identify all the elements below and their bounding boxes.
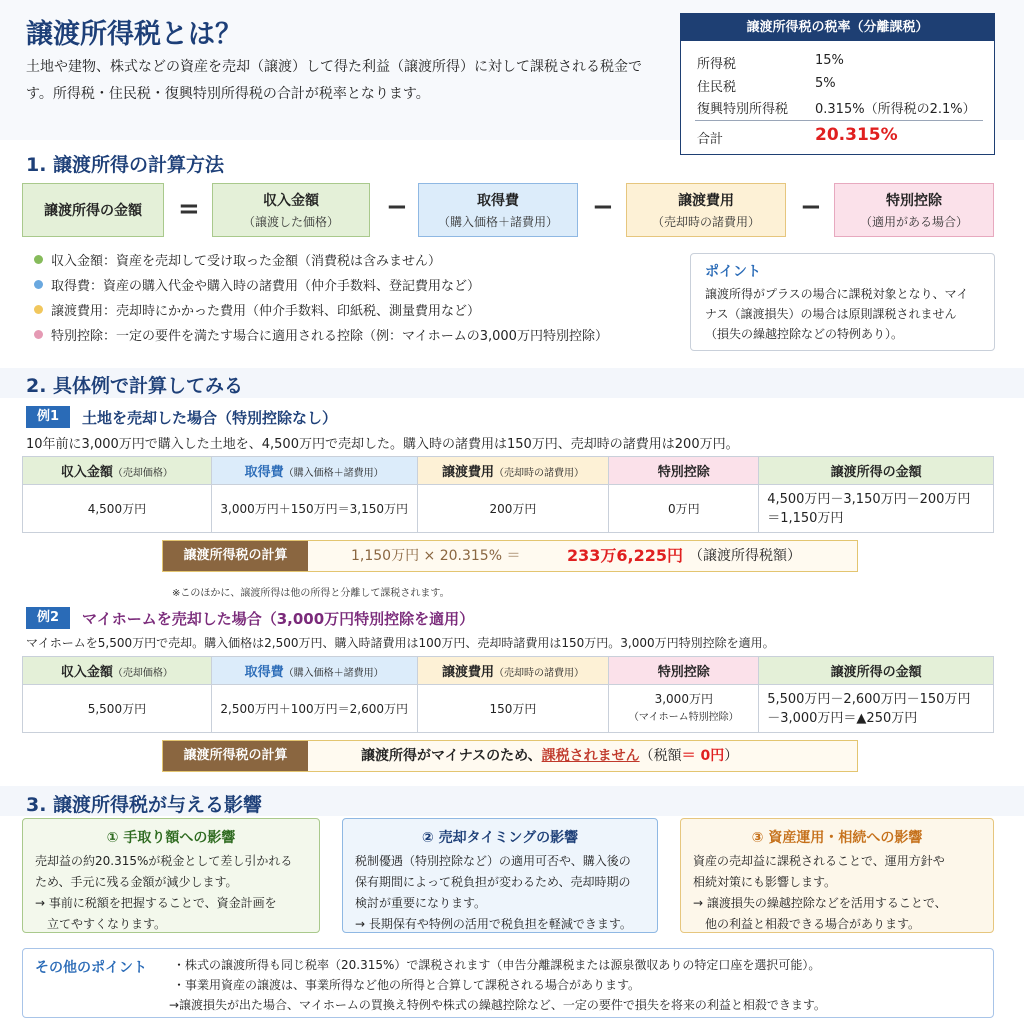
calc-result: 233万6,225円	[567, 546, 684, 565]
impact-card-title: ① 手取り額への影響	[106, 830, 236, 846]
cell-capital-gain: 4,500万円－3,150万円－200万円 ＝1,150万円	[759, 485, 994, 533]
section2-heading: 2. 具体例で計算してみる	[26, 375, 244, 397]
page-intro: 土地や建物、株式などの資産を売却（譲渡）して得た利益（譲渡所得）に対して課税される税金です。所得税・住民税・復興特別所得税の合計が税率となります。	[26, 59, 642, 102]
bullet-text: 取得費：資産の購入代金や購入時の諸費用（仲介手数料、登記費用など）	[51, 279, 481, 294]
cell-acquisition: 2,500万円＋100万円＝2,600万円	[211, 685, 417, 733]
col-header-acquisition: 取得費（購入価格＋諸費用）	[211, 457, 417, 485]
tax-rate-box	[680, 13, 995, 155]
rate-divider	[695, 120, 983, 121]
col-header-acquisition: 取得費（購入価格＋諸費用）	[211, 657, 417, 685]
rate-value: 5%	[815, 76, 836, 91]
example1-calculation	[162, 540, 858, 572]
calc-label: 譲渡所得税の計算	[163, 541, 308, 571]
formula-term-sub: （購入価格＋諸費用）	[437, 215, 558, 229]
example1-tag: 例1	[26, 406, 70, 428]
point-box	[690, 253, 995, 351]
rate-label: 住民税	[697, 80, 737, 95]
bullet-acquisition	[34, 275, 480, 294]
example2-calculation	[162, 740, 858, 772]
example1-title: 土地を売却した場合（特別控除なし）	[82, 409, 338, 427]
col-header-transfer-cost: 譲渡費用（売却時の諸費用）	[417, 457, 609, 485]
col-header-special-deduction: 特別控除	[609, 657, 759, 685]
formula-term-special-deduction	[834, 183, 994, 237]
example1-note: ※このほかに、譲渡所得は他の所得と分離して課税されます。	[172, 588, 450, 599]
cell-revenue: 5,500万円	[23, 685, 212, 733]
formula-minus: −	[592, 192, 614, 222]
bullet-text: 特別控除：一定の要件を満たす場合に適用される控除（例：マイホームの3,000万円特別控除）	[51, 329, 608, 344]
section3-heading: 3. 譲渡所得税が与える影響	[26, 794, 263, 816]
table-header-row	[23, 657, 994, 685]
formula-term-revenue	[212, 183, 370, 237]
list-item: ・株式の譲渡所得も同じ税率（20.315%）で課税されます（申告分離課税または源泉徴収ありの特定口座を選択可能）。	[173, 958, 821, 972]
table-header-row	[23, 457, 994, 485]
cell-acquisition: 3,000万円＋150万円＝3,150万円	[211, 485, 417, 533]
col-header-revenue: 収入金額（売却価格）	[23, 657, 212, 685]
col-header-transfer-cost: 譲渡費用（売却時の諸費用）	[417, 657, 609, 685]
blue-dot-icon	[34, 280, 43, 289]
example2-title: マイホームを売却した場合（3,000万円特別控除を適用）	[82, 610, 475, 628]
impact-card-title: ③ 資産運用・相続への影響	[751, 830, 923, 846]
formula-term-main: 収入金額	[263, 193, 319, 209]
formula-equals: =	[178, 194, 200, 224]
yellow-dot-icon	[34, 305, 43, 314]
cell-transfer-cost: 200万円	[417, 485, 609, 533]
rate-value: 0.315%（所得税の2.1%）	[815, 102, 976, 117]
rate-total-label: 合計	[697, 132, 724, 147]
calc-suffix: （譲渡所得税額）	[689, 548, 801, 564]
impact-card-text: 資産の売却益に課税されることで、運用方針や 相続対策にも影響します。 → 譲渡損失の繰越控除などを活用することで、 他の利益と相殺できる場合があります。	[693, 854, 947, 931]
example2-table	[22, 656, 994, 733]
cell-special-deduction: 3,000万円 （マイホーム特別控除）	[609, 685, 759, 733]
impact-card-investment	[680, 818, 994, 933]
bullet-text: 譲渡費用：売却時にかかった費用（仲介手数料、印紙税、測量費用など）	[51, 304, 481, 319]
other-points-box	[22, 948, 994, 1018]
formula-term-main: 取得費	[477, 193, 519, 209]
formula-term-sub: （売却時の諸費用）	[651, 215, 760, 229]
formula-result-box	[22, 183, 164, 237]
col-header-revenue: 収入金額（売却価格）	[23, 457, 212, 485]
col-header-capital-gain: 譲渡所得の金額	[759, 657, 994, 685]
bullet-revenue	[34, 250, 441, 269]
table-row	[23, 685, 994, 733]
calc-label: 譲渡所得税の計算	[163, 741, 308, 771]
table-row	[23, 485, 994, 533]
example1-description: 10年前に3,000万円で購入した土地を、4,500万円で売却した。購入時の諸費用は150万円、売却時の諸費用は200万円。	[26, 437, 739, 452]
col-header-capital-gain: 譲渡所得の金額	[759, 457, 994, 485]
point-title: ポイント	[705, 264, 761, 280]
rate-total-value: 20.315%	[815, 125, 898, 145]
formula-minus: −	[800, 192, 822, 222]
bullet-transfer-cost	[34, 300, 480, 319]
rate-label: 復興特別所得税	[697, 102, 789, 117]
rate-label: 所得税	[697, 57, 737, 72]
cell-revenue: 4,500万円	[23, 485, 212, 533]
list-item: ・事業用資産の譲渡は、事業所得など他の所得と合算して課税される場合があります。	[173, 978, 641, 992]
cell-capital-gain: 5,500万円－2,600万円－150万円 －3,000万円＝▲250万円	[759, 685, 994, 733]
formula-result-label: 譲渡所得の金額	[44, 203, 142, 219]
formula-term-main: 譲渡費用	[678, 193, 734, 209]
tax-rate-title: 譲渡所得税の税率（分離課税）	[681, 14, 994, 41]
page-title: 譲渡所得税とは？	[26, 19, 242, 50]
cell-special-deduction: 0万円	[609, 485, 759, 533]
formula-term-sub: （譲渡した価格）	[242, 215, 339, 229]
rate-value: 15%	[815, 53, 844, 68]
impact-card-title: ② 売却タイミングの影響	[421, 830, 579, 846]
formula-term-sub: （適用がある場合）	[859, 215, 968, 229]
cell-transfer-cost: 150万円	[417, 685, 609, 733]
formula-term-acquisition	[418, 183, 578, 237]
example2-tag: 例2	[26, 607, 70, 629]
impact-card-timing	[342, 818, 658, 933]
impact-card-takehome	[22, 818, 320, 933]
calc-formula: 1,150万円 × 20.315% ＝	[351, 548, 521, 564]
list-item: →譲渡損失が出た場合、マイホームの買換え特例や株式の繰越控除など、一定の要件で損失を将来の利益と相殺できます。	[169, 998, 826, 1012]
impact-card-text: 売却益の約20.315%が税金として差し引かれる ため、手元に残る金額が減少します。 → 事前に税額を把握することで、資金計画を 立てやすくなります。	[35, 854, 293, 931]
formula-minus: −	[386, 192, 408, 222]
point-text: 譲渡所得がプラスの場合に課税対象となり、マイナス（譲渡損失）の場合は原則課税されません（損失の繰越控除などの特例あり）。	[705, 287, 969, 341]
impact-card-text: 税制優遇（特別控除など）の適用可否や、購入後の 保有期間によって税負担が変わるため、売却時期の 検討が重要になります。 → 長期保有や特例の活用で税負担を軽減できます。	[355, 854, 632, 931]
green-dot-icon	[34, 255, 43, 264]
other-points-list	[169, 955, 826, 1015]
formula-term-main: 特別控除	[886, 193, 942, 209]
example1-table	[22, 456, 994, 533]
other-points-title: その他のポイント	[35, 960, 147, 976]
section1-heading: 1. 譲渡所得の計算方法	[26, 154, 225, 176]
bullet-special-deduction	[34, 325, 608, 344]
pink-dot-icon	[34, 330, 43, 339]
formula-term-transfer-cost	[626, 183, 786, 237]
example2-description: マイホームを5,500万円で売却。購入価格は2,500万円、購入時諸費用は100万円、売却時諸費用は150万円。3,000万円特別控除を適用。	[26, 636, 775, 650]
col-header-special-deduction: 特別控除	[609, 457, 759, 485]
calc-text: 譲渡所得がマイナスのため、課税されません（税額＝ 0円）	[361, 748, 739, 764]
bullet-text: 収入金額：資産を売却して受け取った金額（消費税は含みません）	[51, 254, 442, 269]
